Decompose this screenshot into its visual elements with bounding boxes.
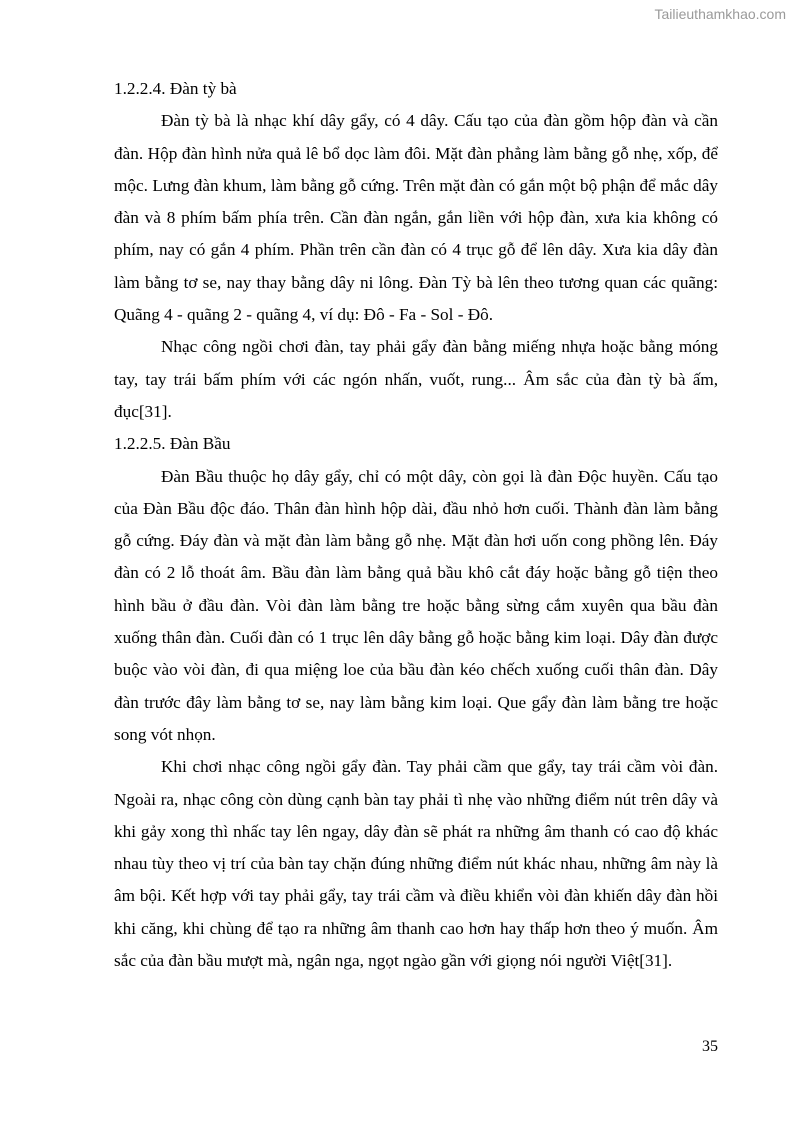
section-heading-dan-ty-ba: 1.2.2.4. Đàn tỳ bà <box>114 79 237 98</box>
paragraph-bau-structure: Đàn Bầu thuộc họ dây gẩy, chỉ có một dây, còn gọi là đàn Độc huyền. Cấu tạo của Đàn Bầu độc đáo. Thân đàn hình hộp dài, đầu nhỏ hơn cuối. Thành đàn làm bằng gỗ cứng. Đáy đàn và mặt đàn làm bằng gỗ nhẹ. Mặt đàn hơi uốn cong phồng lên. Đáy đàn có 2 lỗ thoát âm. Bầu đàn làm bằng quả bầu khô cắt đáy hoặc bằng gỗ tiện theo hình bầu ở đầu đàn. Vòi đàn làm bằng tre hoặc bằng sừng cắm xuyên qua bầu đàn xuống thân đàn. Cuối đàn có 1 trục lên dây bằng gỗ hoặc bằng kim loại. Dây đàn được buộc vào vòi đàn, đi qua miệng loe của bầu đàn kéo chếch xuống cuối thân đàn. Dây đàn trước đây làm bằng tơ se, nay làm bằng kim loại. Que gẩy đàn làm bằng tre hoặc song vót nhọn. <box>114 466 718 744</box>
page-number: 35 <box>702 1038 718 1055</box>
paragraph-ty-ba-structure: Đàn tỳ bà là nhạc khí dây gẩy, có 4 dây. Cấu tạo của đàn gồm hộp đàn và cần đàn. Hộp đàn hình nửa quả lê bổ dọc làm đôi. Mặt đàn phẳng làm bằng gỗ nhẹ, xốp, để mộc. Lưng đàn khum, làm bằng gỗ cứng. Trên mặt đàn có gắn một bộ phận để mắc dây đàn và 8 phím bấm phía trên. Cần đàn ngắn, gắn liền với hộp đàn, xưa kia không có phím, nay có gắn 4 phím. Phần trên cần đàn có 4 trục gỗ để lên dây. Xưa kia dây đàn làm bằng tơ se, nay thay bằng dây ni lông. Đàn Tỳ bà lên theo tương quan các quãng: Quãng 4 - quãng 2 - quãng 4, ví dụ: Đô - Fa - Sol - Đô. <box>114 111 718 325</box>
paragraph-bau-playing: Khi chơi nhạc công ngồi gẩy đàn. Tay phải cầm que gẩy, tay trái cầm vòi đàn. Ngoài ra, nhạc công còn dùng cạnh bàn tay phải tì nhẹ vào những điểm nút trên dây và khi gảy xong thì nhấc tay lên ngay, dây đàn sẽ phát ra những âm thanh có cao độ khác nhau tùy theo vị trí của bàn tay chặn đúng những điểm nút khác nhau, những âm này là âm bội. Kết hợp với tay phải gẩy, tay trái cầm và điều khiển vòi đàn khiến dây đàn hồi khi căng, khi chùng để tạo ra những âm thanh cao hơn hay thấp hơn theo ý muốn. Âm sắc của đàn bầu mượt mà, ngân nga, ngọt ngào gần với giọng nói người Việt[31]. <box>114 757 718 971</box>
document-body <box>114 73 718 977</box>
paragraph-ty-ba-playing: Nhạc công ngồi chơi đàn, tay phải gẩy đàn bằng miếng nhựa hoặc bằng móng tay, tay trái bấm phím với các ngón nhấn, vuốt, rung... Âm sắc của đàn tỳ bà ấm, đục[31]. <box>114 337 718 421</box>
section-heading-dan-bau: 1.2.2.5. Đàn Bầu <box>114 434 231 454</box>
watermark-text: Tailieuthamkhao.com <box>654 6 786 22</box>
